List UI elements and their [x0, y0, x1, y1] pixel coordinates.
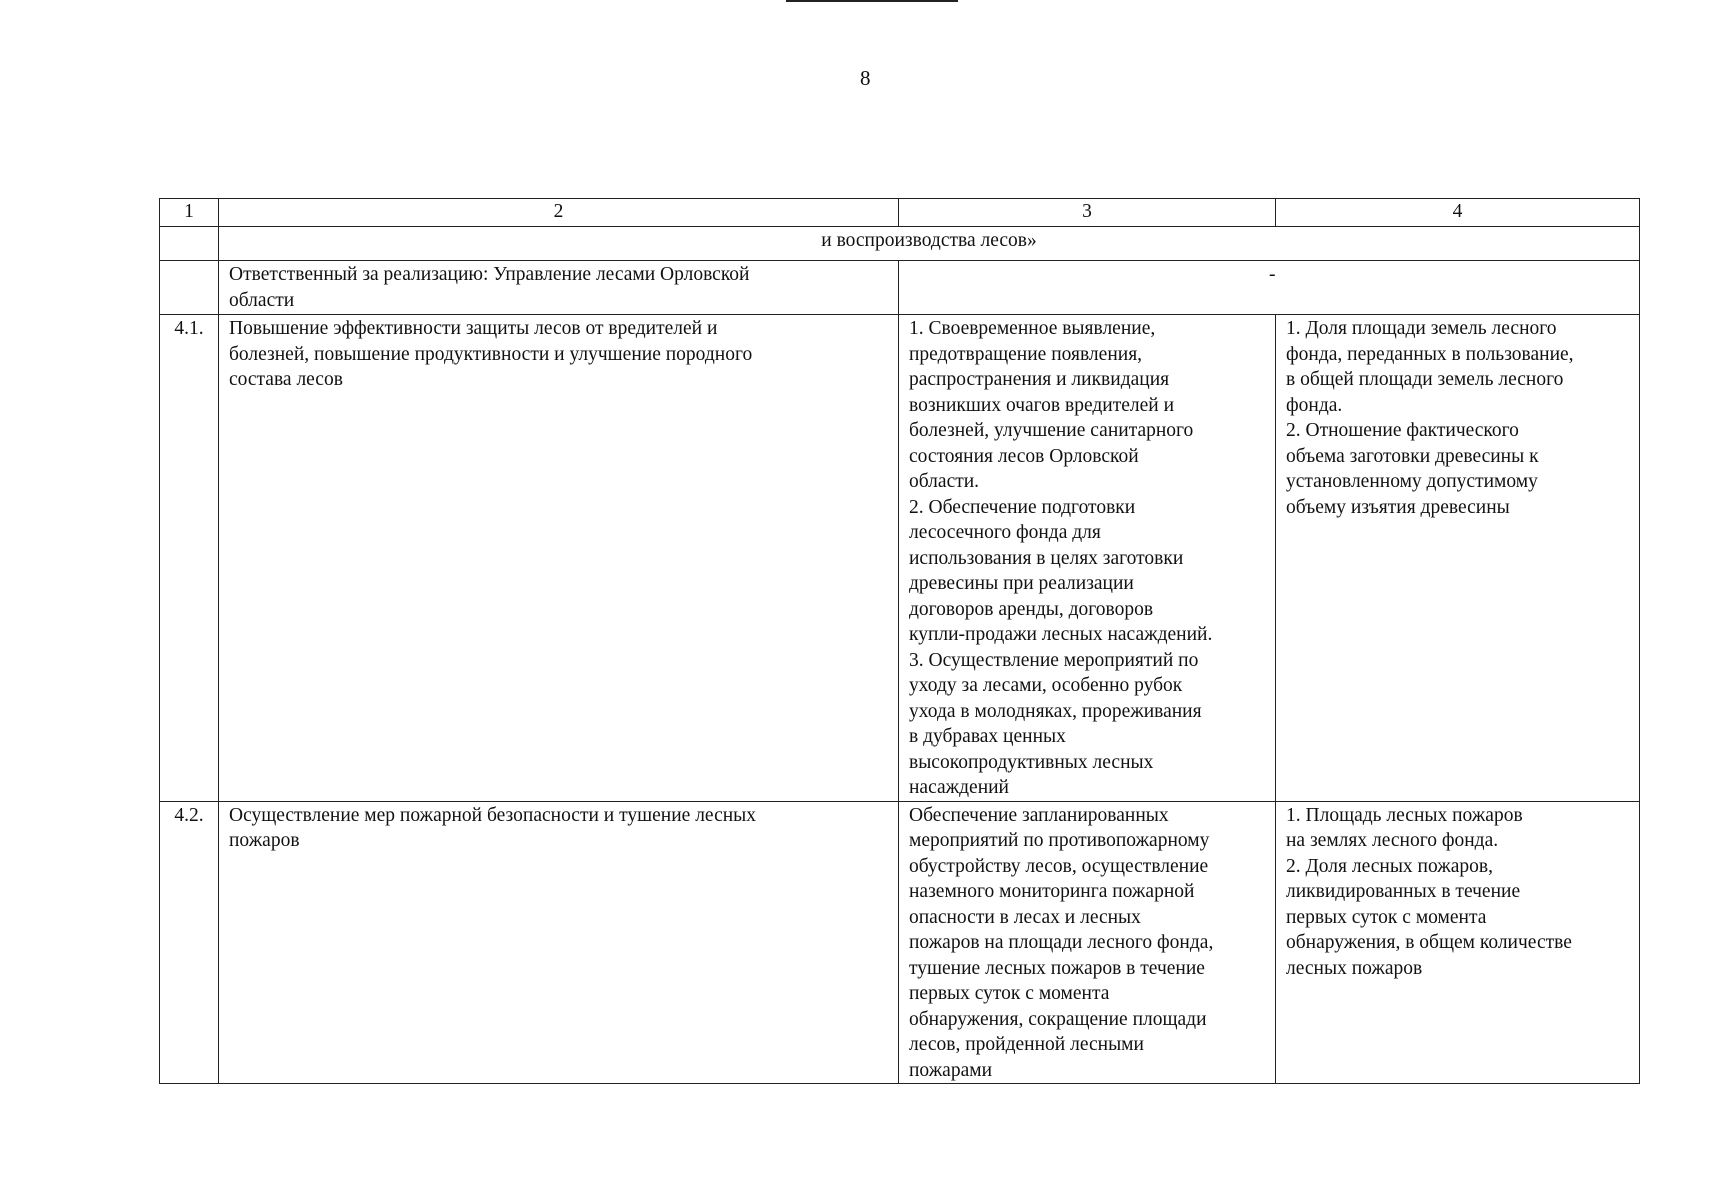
measures-line: первых суток с момента: [909, 983, 1110, 1004]
measures-line: лесосечного фонда для: [909, 522, 1101, 543]
indicators-line: первых суток с момента: [1286, 906, 1487, 928]
task-line: Осуществление мер пожарной безопасности и тушение лесных: [229, 804, 757, 826]
responsible-row: [160, 261, 1640, 315]
indicators-line: обнаружения, в общем количестве: [1286, 932, 1572, 953]
table-row: [160, 315, 1640, 802]
program-table: [159, 198, 1640, 1084]
header-col-1: 1: [160, 199, 219, 227]
measures-line: обнаружения, сокращение площади: [909, 1008, 1207, 1030]
measures-line: пожарами: [909, 1059, 993, 1081]
responsible-dash: -: [1269, 264, 1276, 285]
measures-line: использования в целях заготовки: [909, 547, 1184, 569]
measures-line: ухода в молодняках, прореживания: [909, 700, 1202, 722]
page-number: 8: [860, 66, 871, 90]
measures-line: пожаров на площади лесного фонда,: [909, 932, 1214, 953]
responsible-value: [899, 261, 1640, 315]
measures-line: Обеспечение запланированных: [909, 804, 1169, 826]
header-col-2: 2: [219, 199, 899, 227]
indicators-line: 1. Доля площади земель лесного: [1286, 318, 1557, 339]
indicators-line: фонда, переданных в пользование,: [1286, 343, 1574, 365]
indicators-line: фонда.: [1286, 394, 1343, 416]
table-row: [160, 801, 1640, 1084]
measures-line: 1. Своевременное выявление,: [909, 318, 1156, 339]
indicators-cell: [1276, 801, 1640, 1084]
task-cell: [219, 801, 899, 1084]
indicators-line: 1. Площадь лесных пожаров: [1286, 804, 1523, 826]
indicators-line: объема заготовки древесины к: [1286, 445, 1539, 467]
measures-line: лесов, пройденной лесными: [909, 1034, 1144, 1055]
measures-line: возникших очагов вредителей и: [909, 394, 1175, 416]
top-rule: [786, 0, 958, 2]
task-line: Повышение эффективности защиты лесов от вредителей и: [229, 318, 718, 339]
measures-line: состояния лесов Орловской: [909, 445, 1139, 467]
measures-line: договоров аренды, договоров: [909, 598, 1154, 620]
task-line: состава лесов: [229, 369, 343, 390]
responsible-label: [219, 261, 899, 315]
measures-line: купли-продажи лесных насаждений.: [909, 624, 1213, 645]
indicators-line: ликвидированных в течение: [1286, 881, 1521, 902]
measures-line: тушение лесных пожаров в течение: [909, 957, 1205, 979]
measures-line: предотвращение появления,: [909, 343, 1143, 365]
row-number: 4.1.: [160, 315, 219, 802]
text-line: области: [229, 289, 295, 311]
indicators-line: 2. Отношение фактического: [1286, 420, 1519, 441]
measures-line: уходу за лесами, особенно рубок: [909, 675, 1183, 696]
indicators-line: установленному допустимому: [1286, 471, 1538, 492]
header-col-4: 4: [1276, 199, 1640, 227]
text-line: Ответственный за реализацию: Управление лесами Орловской: [229, 264, 750, 285]
measures-line: мероприятий по противопожарному: [909, 830, 1210, 851]
indicators-line: на землях лесного фонда.: [1286, 830, 1499, 851]
span-title-row: [160, 227, 1640, 261]
measures-line: области.: [909, 471, 980, 492]
task-line: пожаров: [229, 830, 300, 851]
task-line: болезней, повышение продуктивности и улучшение породного: [229, 343, 753, 365]
measures-line: высокопродуктивных лесных: [909, 751, 1154, 773]
measures-line: насаждений: [909, 777, 1009, 798]
measures-line: опасности в лесах и лесных: [909, 906, 1141, 928]
measures-line: 3. Осуществление мероприятий по: [909, 649, 1199, 671]
header-col-3: 3: [899, 199, 1276, 227]
measures-cell: [899, 315, 1276, 802]
indicators-line: 2. Доля лесных пожаров,: [1286, 855, 1493, 877]
indicators-line: в общей площади земель лесного: [1286, 369, 1564, 390]
empty-cell: [160, 261, 219, 315]
row-number: 4.2.: [160, 801, 219, 1084]
measures-line: наземного мониторинга пожарной: [909, 881, 1195, 902]
measures-line: распространения и ликвидация: [909, 369, 1170, 390]
indicators-line: объему изъятия древесины: [1286, 496, 1510, 518]
measures-line: древесины при реализации: [909, 573, 1134, 594]
measures-line: в дубравах ценных: [909, 726, 1066, 747]
measures-line: болезней, улучшение санитарного: [909, 420, 1194, 441]
span-title: и воспроизводства лесов»: [219, 227, 1640, 261]
indicators-line: лесных пожаров: [1286, 957, 1423, 979]
measures-line: обустройству лесов, осуществление: [909, 855, 1209, 877]
measures-cell: [899, 801, 1276, 1084]
indicators-cell: [1276, 315, 1640, 802]
task-cell: [219, 315, 899, 802]
header-row: [160, 199, 1640, 227]
empty-cell: [160, 227, 219, 261]
measures-line: 2. Обеспечение подготовки: [909, 496, 1136, 518]
